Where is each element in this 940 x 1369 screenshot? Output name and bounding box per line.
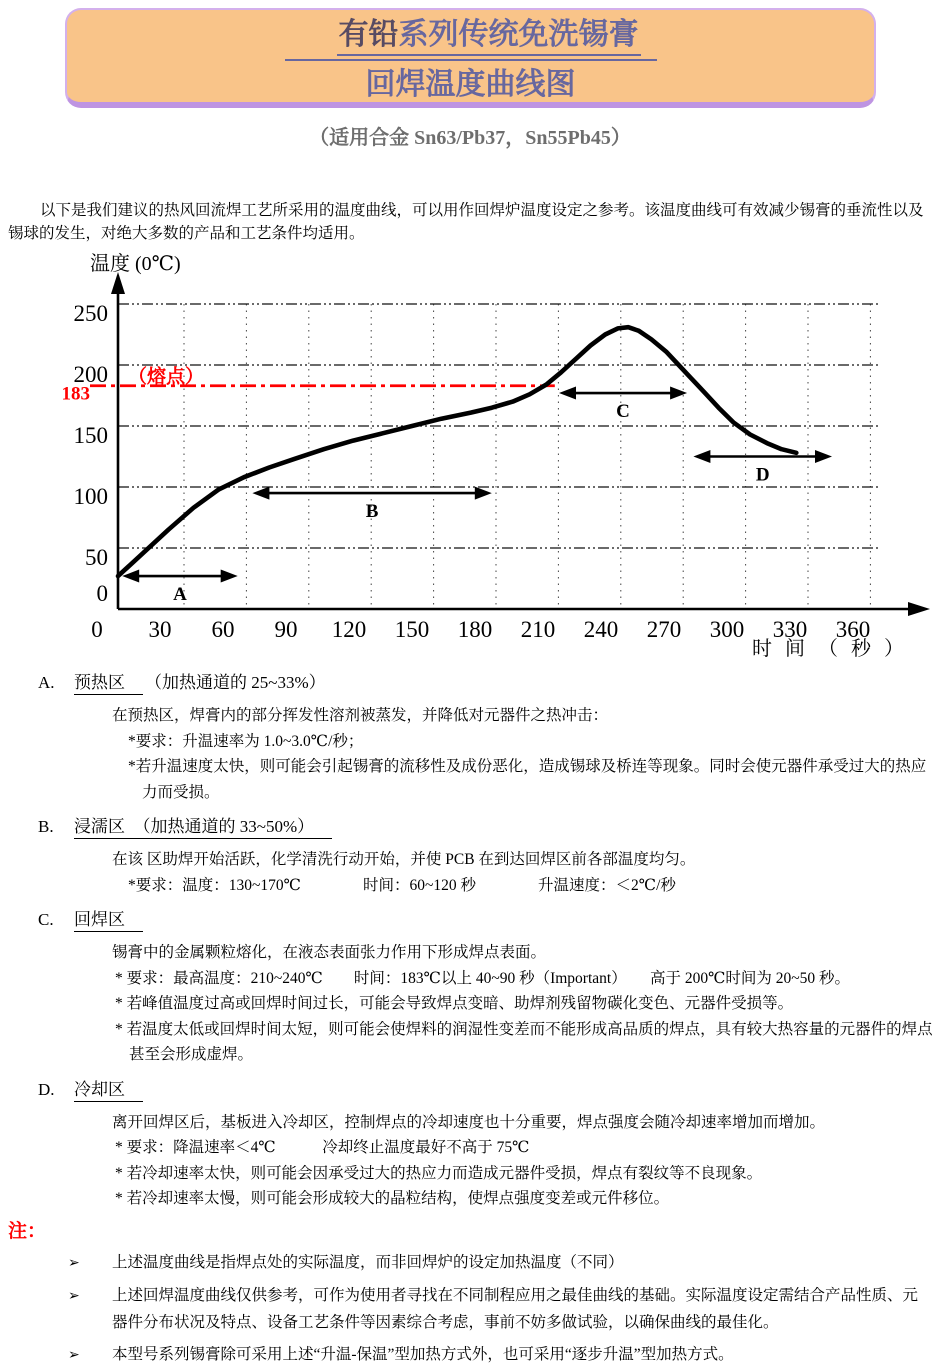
- subtitle: （适用合金 Sn63/Pb37，Sn55Pb45）: [309, 127, 631, 149]
- arrow-bullet-icon: ➢: [68, 1288, 80, 1304]
- section-text: 锡膏中的金属颗粒熔化，在液态表面张力作用下形成焊点表面。: [112, 944, 547, 961]
- section-title: 回焊区: [74, 910, 143, 932]
- section-heading: [38, 1079, 940, 1101]
- note-item: [68, 1341, 932, 1369]
- section-title: 浸濡区 （加热通道的 33~50%）: [74, 817, 332, 839]
- note-text: 上述温度曲线是指焊点处的实际温度，而非回焊炉的设定加热温度（不同）: [112, 1253, 624, 1271]
- arrow-bullet-icon: ➢: [68, 1347, 80, 1363]
- zone-B-label: B: [365, 501, 379, 523]
- x-axis-title: 时 间 （ 秒 ）: [752, 638, 908, 660]
- section-soak: [0, 816, 940, 898]
- title-line-1: [67, 17, 874, 61]
- section-letter: B.: [38, 817, 54, 836]
- section-letter: A.: [38, 673, 55, 692]
- section-text: *要求：升温速率为 1.0~3.0℃/秒；: [128, 732, 364, 750]
- note-item: [68, 1249, 932, 1277]
- section-preheat: [0, 672, 940, 805]
- note-text: 上述回焊温度曲线仅供参考，可作为使用者寻找在不同制程应用之最佳曲线的基础。实际温度设定需结合产品性质、元器件分布状况及特点、设备工艺条件等因素综合考虑，事前不妨多做试验，以确保曲线的最佳化。: [112, 1286, 919, 1331]
- x-tick-label: 360: [835, 617, 871, 642]
- section-heading: [38, 672, 940, 694]
- section-title-suffix: （加热通道的 25~33%）: [145, 673, 326, 692]
- title-underline-outer: [285, 17, 657, 61]
- chart-canvas: [0, 246, 940, 661]
- x-tick-label: 270: [646, 617, 682, 642]
- sections: [0, 672, 940, 1212]
- x-tick-label: 180: [457, 617, 493, 642]
- note-text: 本型号系列锡膏除可采用上述“升温-保温”型加热方式外，也可采用“逐步升温”型加热方式。: [112, 1345, 734, 1363]
- x-tick-label: 300: [709, 617, 745, 642]
- y-tick-label: 100: [73, 484, 108, 509]
- zone-D-label: D: [755, 464, 770, 486]
- x-tick-label: 120: [331, 617, 367, 642]
- reflow-temperature-chart: [0, 246, 940, 661]
- zone-D-arrowhead-left: [693, 450, 710, 463]
- section-title: 预热区: [74, 673, 143, 695]
- header-box: [65, 8, 876, 108]
- section-letter: D.: [38, 1079, 55, 1099]
- title-line-2: 回焊温度曲线图: [365, 68, 576, 101]
- notes-label: 注：: [8, 1220, 47, 1242]
- arrow-bullet-icon: ➢: [68, 1255, 80, 1271]
- zone-A-label: A: [173, 584, 187, 606]
- y-tick-label: 50: [85, 545, 108, 570]
- zone-C-label: C: [616, 401, 630, 423]
- section-text: * 若冷却速率太快，则可能会因承受过大的热应力而造成元器件受损，焊点有裂纹等不良现象。: [115, 1164, 763, 1182]
- zone-C-arrowhead-left: [559, 387, 576, 400]
- title-emphasis: 有铅: [338, 18, 399, 51]
- note-item: [68, 1282, 932, 1336]
- zone-B-arrowhead-right: [475, 487, 492, 500]
- notes: [0, 1220, 940, 1369]
- x-tick-label: 240: [583, 617, 619, 642]
- y-tick-label: 0: [96, 581, 108, 606]
- section-heading: [38, 909, 940, 931]
- section-text: 离开回焊区后，基板进入冷却区，控制焊点的冷却速度也十分重要，焊点强度会随冷却速率增加而增加。: [112, 1113, 826, 1131]
- zone-D-arrowhead-right: [815, 450, 832, 463]
- title-rest: 系列传统免洗锡膏: [398, 18, 639, 51]
- section-heading: [38, 816, 940, 838]
- x-tick-label: 150: [394, 617, 430, 642]
- y-tick-label: 250: [73, 301, 108, 326]
- x-axis-arrowhead: [908, 602, 930, 616]
- zone-C-arrowhead-right: [670, 387, 687, 400]
- y-tick-label: 200: [73, 362, 108, 387]
- section-text: * 若冷却速率太慢，则可能会形成较大的晶粒结构，使焊点强度变差或元件移位。: [115, 1190, 670, 1207]
- x-tick-label: 210: [520, 617, 556, 642]
- section-text: * 若温度太低或回焊时间太短，则可能会使焊料的润湿性变差而不能形成高品质的焊点，具有较大热容量的元器件的焊点甚至会形成虚焊。: [115, 1020, 933, 1063]
- y-axis-title: 温度 (0℃): [90, 253, 181, 275]
- section-text: * 要求：降温速率＜4℃ 冷却终止温度最好不高于 75℃: [115, 1139, 530, 1156]
- section-title: 冷却区: [74, 1080, 143, 1102]
- section-cooling: [0, 1079, 940, 1212]
- x-tick-label: 330: [772, 617, 808, 642]
- x-tick-label: 60: [211, 617, 235, 642]
- intro-paragraph: 以下是我们建议的热风回流焊工艺所采用的温度曲线，可以用作回焊炉温度设定之参考。该温度曲线可有效减少锡膏的垂流性以及锡球的发生，对绝大多数的产品和工艺条件均适用。: [8, 202, 924, 242]
- melting-point-value: 183: [61, 383, 90, 405]
- title-underline-inner: [337, 17, 641, 56]
- x-tick-label: 90: [274, 617, 298, 642]
- section-text: 在该 区助焊开始活跃，化学清洗行动开始，并使 PCB 在到达回焊区前各部温度均匀。: [112, 851, 696, 868]
- section-text: * 要求：最高温度：210~240℃ 时间：183℃以上 40~90 秒（Important） 高于 200℃时间为 20~50 秒。: [115, 969, 851, 987]
- section-reflow: [0, 909, 940, 1068]
- melting-point-label: （熔点）: [128, 366, 205, 388]
- section-text: 在预热区，焊膏内的部分挥发性溶剂被蒸发，并降低对元器件之热冲击：: [112, 707, 609, 724]
- y-tick-label: 150: [73, 423, 108, 448]
- x-tick-label: 30: [148, 617, 172, 642]
- x-tick-label: 0: [91, 617, 103, 642]
- section-text: * 若峰值温度过高或回焊时间过长，可能会导致焊点变暗、助焊剂残留物碳化变色、元器件受损等。: [115, 995, 794, 1012]
- section-letter: C.: [38, 910, 54, 929]
- zone-B-arrowhead-left: [252, 487, 269, 500]
- section-text: *要求：温度：130~170℃ 时间：60~120 秒 升温速度：＜2℃/秒: [128, 876, 676, 894]
- y-axis-arrowhead: [111, 272, 125, 294]
- zone-A-arrowhead-right: [221, 570, 238, 583]
- section-text: *若升温速度太快，则可能会引起锡膏的流移性及成份恶化，造成锡球及桥连等现象。同时会使元器件承受过大的热应力而受损。: [128, 758, 927, 801]
